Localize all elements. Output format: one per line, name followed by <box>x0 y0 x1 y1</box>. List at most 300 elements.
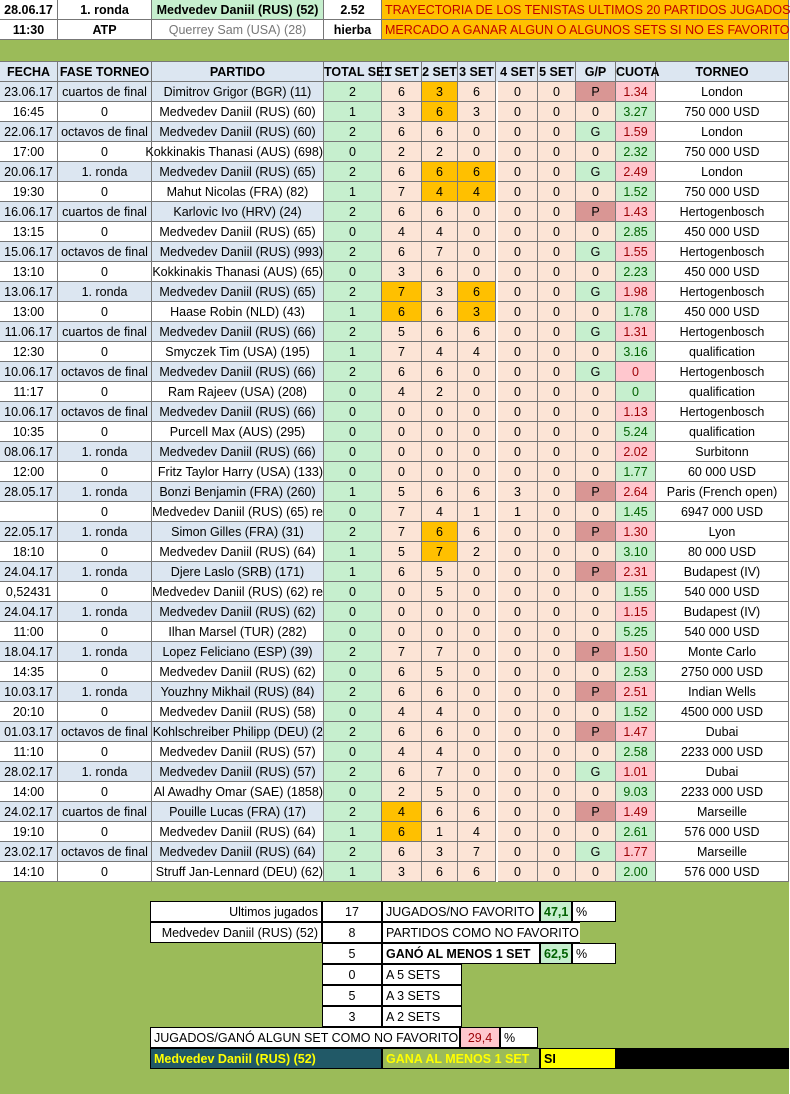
surface: hierba <box>324 20 382 40</box>
cell-total-set: 1 <box>324 482 382 502</box>
cell-fase-torneo: 0 <box>58 462 152 482</box>
cell-partido: Djere Laslo (SRB) (171) <box>152 562 324 582</box>
col-header-torneo: TORNEO <box>656 62 789 82</box>
cell-total-set: 2 <box>324 162 382 182</box>
cell-set-4: 0 <box>498 682 538 702</box>
cell-gp: 0 <box>576 782 616 802</box>
cell-set-5: 0 <box>538 842 576 862</box>
cell-partido: Medvedev Daniil (RUS) (64) <box>152 542 324 562</box>
cell-set-3: 0 <box>458 122 496 142</box>
cell-gp: P <box>576 642 616 662</box>
table-row <box>0 622 789 642</box>
table-row <box>0 762 789 782</box>
cell-fecha: 13.06.17 <box>0 282 58 302</box>
cell-fase-torneo: 0 <box>58 742 152 762</box>
cell-set-1: 6 <box>382 842 422 862</box>
cell-torneo: qualification <box>656 382 789 402</box>
cell-set-4: 0 <box>498 382 538 402</box>
cell-set-4: 0 <box>498 222 538 242</box>
table-row <box>0 382 789 402</box>
cell-cuota: 1.59 <box>616 122 656 142</box>
cell-set-2: 6 <box>422 522 458 542</box>
cell-set-1: 0 <box>382 602 422 622</box>
cell-fecha: 10.03.17 <box>0 682 58 702</box>
final-player: Medvedev Daniil (RUS) (52) <box>150 1048 382 1069</box>
cell-total-set: 0 <box>324 382 382 402</box>
gano-label: GANÓ AL MENOS 1 SET <box>382 943 540 964</box>
cell-torneo: London <box>656 122 789 142</box>
cell-cuota: 2.53 <box>616 662 656 682</box>
table-row <box>0 522 789 542</box>
cell-fase-torneo: 0 <box>58 702 152 722</box>
cell-gp: P <box>576 682 616 702</box>
pcf-value: 8 <box>322 922 382 943</box>
cell-cuota: 1.52 <box>616 182 656 202</box>
cell-set-1: 6 <box>382 202 422 222</box>
cell-partido: Kokkinakis Thanasi (AUS) (65) <box>152 262 324 282</box>
cell-fase-torneo: 1. ronda <box>58 162 152 182</box>
cell-fecha: 16.06.17 <box>0 202 58 222</box>
cell-set-2: 6 <box>422 682 458 702</box>
cell-gp: P <box>576 722 616 742</box>
cell-torneo: Indian Wells <box>656 682 789 702</box>
player-1-odds: 2.52 <box>324 0 382 20</box>
cell-set-3: 6 <box>458 322 496 342</box>
cell-cuota: 2.58 <box>616 742 656 762</box>
cell-fecha: 08.06.17 <box>0 442 58 462</box>
cell-fase-torneo: 0 <box>58 662 152 682</box>
cell-set-5: 0 <box>538 482 576 502</box>
cell-fase-torneo: 0 <box>58 622 152 642</box>
player-2: Querrey Sam (USA) (28) <box>152 20 324 40</box>
cell-fecha: 24.04.17 <box>0 562 58 582</box>
cell-set-3: 0 <box>458 742 496 762</box>
cell-gp: G <box>576 242 616 262</box>
table-row <box>0 182 789 202</box>
table-row <box>0 462 789 482</box>
cell-total-set: 1 <box>324 822 382 842</box>
cell-set-3: 4 <box>458 342 496 362</box>
cell-gp: P <box>576 522 616 542</box>
cell-set-3: 4 <box>458 822 496 842</box>
col-header-cuota: CUOTA <box>616 62 656 82</box>
cell-set-2: 7 <box>422 242 458 262</box>
cell-torneo: qualification <box>656 422 789 442</box>
cell-set-5: 0 <box>538 722 576 742</box>
cell-total-set: 0 <box>324 782 382 802</box>
cell-total-set: 2 <box>324 322 382 342</box>
cell-total-set: 0 <box>324 462 382 482</box>
cell-cuota: 0 <box>616 362 656 382</box>
cell-partido: Medvedev Daniil (RUS) (62) re <box>152 582 324 602</box>
table-row <box>0 542 789 562</box>
cell-total-set: 2 <box>324 682 382 702</box>
cell-set-4: 0 <box>498 742 538 762</box>
cell-set-2: 2 <box>422 382 458 402</box>
cell-gp: 0 <box>576 822 616 842</box>
cell-total-set: 1 <box>324 562 382 582</box>
cell-set-2: 5 <box>422 782 458 802</box>
cell-set-5: 0 <box>538 762 576 782</box>
cell-total-set: 0 <box>324 622 382 642</box>
cell-set-3: 3 <box>458 302 496 322</box>
cell-partido: Medvedev Daniil (RUS) (65) re <box>152 502 324 522</box>
jugados-no-favorito-label: JUGADOS/NO FAVORITO <box>382 901 540 922</box>
cell-set-4: 0 <box>498 362 538 382</box>
cell-total-set: 0 <box>324 742 382 762</box>
cell-torneo: Marseille <box>656 842 789 862</box>
cell-torneo: 576 000 USD <box>656 822 789 842</box>
cell-partido: Medvedev Daniil (RUS) (65) <box>152 282 324 302</box>
cell-set-2: 0 <box>422 402 458 422</box>
cell-total-set: 0 <box>324 402 382 422</box>
cell-set-5: 0 <box>538 642 576 662</box>
a5-value: 0 <box>322 964 382 985</box>
table-row <box>0 362 789 382</box>
cell-gp: G <box>576 122 616 142</box>
cell-gp: 0 <box>576 542 616 562</box>
cell-set-1: 6 <box>382 82 422 102</box>
cell-set-1: 7 <box>382 522 422 542</box>
cell-fase-torneo: 1. ronda <box>58 442 152 462</box>
cell-set-1: 6 <box>382 242 422 262</box>
cell-set-4: 0 <box>498 722 538 742</box>
cell-gp: 0 <box>576 582 616 602</box>
cell-set-4: 0 <box>498 822 538 842</box>
cell-fecha: 23.02.17 <box>0 842 58 862</box>
match-time: 11:30 <box>0 20 58 40</box>
cell-set-4: 0 <box>498 522 538 542</box>
cell-partido: Medvedev Daniil (RUS) (66) <box>152 442 324 462</box>
cell-set-1: 0 <box>382 622 422 642</box>
table-row <box>0 262 789 282</box>
cell-total-set: 2 <box>324 122 382 142</box>
cell-fecha: 14:10 <box>0 862 58 882</box>
table-row <box>0 302 789 322</box>
cell-set-3: 0 <box>458 762 496 782</box>
cell-set-4: 0 <box>498 662 538 682</box>
table-row <box>0 742 789 762</box>
ultimos-label: Ultimos jugados <box>150 901 322 922</box>
cell-cuota: 1.49 <box>616 802 656 822</box>
cell-set-2: 4 <box>422 702 458 722</box>
jugados-no-favorito-value: 47,1 <box>540 901 572 922</box>
cell-partido: Fritz Taylor Harry (USA) (133) <box>152 462 324 482</box>
jgs-label: JUGADOS/GANÓ ALGUN SET COMO NO FAVORITO <box>150 1027 460 1048</box>
cell-set-3: 0 <box>458 242 496 262</box>
cell-partido: Purcell Max (AUS) (295) <box>152 422 324 442</box>
cell-cuota: 2.02 <box>616 442 656 462</box>
cell-partido: Youzhny Mikhail (RUS) (84) <box>152 682 324 702</box>
pcf-label: PARTIDOS COMO NO FAVORITO <box>382 922 580 943</box>
cell-cuota: 5.25 <box>616 622 656 642</box>
cell-cuota: 1.31 <box>616 322 656 342</box>
cell-gp: 0 <box>576 302 616 322</box>
cell-partido: Haase Robin (NLD) (43) <box>152 302 324 322</box>
cell-set-3: 0 <box>458 582 496 602</box>
cell-partido: Medvedev Daniil (RUS) (60) <box>152 122 324 142</box>
cell-set-5: 0 <box>538 82 576 102</box>
cell-torneo: 2233 000 USD <box>656 742 789 762</box>
col-header-set-4: 4 SET <box>498 62 538 82</box>
cell-fase-torneo: 0 <box>58 182 152 202</box>
table-row <box>0 82 789 102</box>
cell-fase-torneo: 1. ronda <box>58 762 152 782</box>
cell-set-3: 0 <box>458 402 496 422</box>
cell-set-1: 0 <box>382 462 422 482</box>
cell-set-4: 0 <box>498 782 538 802</box>
cell-torneo: Monte Carlo <box>656 642 789 662</box>
cell-set-5: 0 <box>538 182 576 202</box>
cell-torneo: 750 000 USD <box>656 102 789 122</box>
cell-fase-torneo: octavos de final <box>58 122 152 142</box>
cell-set-2: 4 <box>422 342 458 362</box>
cell-set-5: 0 <box>538 362 576 382</box>
cell-total-set: 2 <box>324 722 382 742</box>
cell-cuota: 2.85 <box>616 222 656 242</box>
cell-fecha: 20:10 <box>0 702 58 722</box>
cell-set-2: 6 <box>422 802 458 822</box>
cell-cuota: 1.15 <box>616 602 656 622</box>
cell-fase-torneo: 0 <box>58 342 152 362</box>
cell-set-3: 0 <box>458 562 496 582</box>
cell-torneo: Budapest (IV) <box>656 562 789 582</box>
cell-set-2: 2 <box>422 142 458 162</box>
cell-partido: Medvedev Daniil (RUS) (62) <box>152 662 324 682</box>
cell-set-1: 7 <box>382 342 422 362</box>
table-row <box>0 702 789 722</box>
cell-fecha: 23.06.17 <box>0 82 58 102</box>
cell-cuota: 1.50 <box>616 642 656 662</box>
cell-torneo: qualification <box>656 342 789 362</box>
cell-set-4: 0 <box>498 542 538 562</box>
cell-cuota: 1.47 <box>616 722 656 742</box>
cell-fase-torneo: octavos de final <box>58 362 152 382</box>
cell-set-5: 0 <box>538 262 576 282</box>
cell-gp: 0 <box>576 602 616 622</box>
cell-partido: Medvedev Daniil (RUS) (65) <box>152 222 324 242</box>
cell-fase-torneo: 0 <box>58 102 152 122</box>
cell-set-2: 5 <box>422 582 458 602</box>
cell-fecha: 10.06.17 <box>0 402 58 422</box>
cell-set-3: 0 <box>458 422 496 442</box>
cell-set-4: 0 <box>498 642 538 662</box>
col-header-gp: G/P <box>576 62 616 82</box>
cell-set-3: 1 <box>458 502 496 522</box>
cell-cuota: 1.43 <box>616 202 656 222</box>
cell-total-set: 0 <box>324 142 382 162</box>
cell-set-2: 4 <box>422 502 458 522</box>
cell-fecha: 10.06.17 <box>0 362 58 382</box>
cell-fecha <box>0 502 58 522</box>
cell-fase-torneo: cuartos de final <box>58 82 152 102</box>
col-header-fase-torneo: FASE TORNEO <box>58 62 152 82</box>
cell-torneo: Surbitonn <box>656 442 789 462</box>
cell-partido: Ram Rajeev (USA) (208) <box>152 382 324 402</box>
cell-set-5: 0 <box>538 622 576 642</box>
pct-1: % <box>572 901 616 922</box>
cell-cuota: 1.55 <box>616 242 656 262</box>
table-row <box>0 342 789 362</box>
cell-torneo: 450 000 USD <box>656 262 789 282</box>
cell-set-3: 0 <box>458 602 496 622</box>
table-row <box>0 102 789 122</box>
cell-set-4: 0 <box>498 262 538 282</box>
cell-cuota: 9.03 <box>616 782 656 802</box>
cell-set-5: 0 <box>538 242 576 262</box>
cell-set-2: 0 <box>422 422 458 442</box>
cell-torneo: Dubai <box>656 722 789 742</box>
top-row-1 <box>0 0 789 20</box>
black-bar <box>616 1048 789 1069</box>
cell-set-1: 3 <box>382 262 422 282</box>
cell-fecha: 10:35 <box>0 422 58 442</box>
cell-fase-torneo: 0 <box>58 502 152 522</box>
cell-fase-torneo: octavos de final <box>58 722 152 742</box>
cell-cuota: 0 <box>616 382 656 402</box>
table-row <box>0 502 789 522</box>
table-row <box>0 842 789 862</box>
cell-torneo: 2750 000 USD <box>656 662 789 682</box>
cell-set-4: 0 <box>498 862 538 882</box>
cell-cuota: 1.52 <box>616 702 656 722</box>
cell-set-1: 5 <box>382 482 422 502</box>
cell-fase-torneo: 0 <box>58 262 152 282</box>
cell-partido: Simon Gilles (FRA) (31) <box>152 522 324 542</box>
cell-set-5: 0 <box>538 702 576 722</box>
cell-cuota: 2.23 <box>616 262 656 282</box>
cell-gp: G <box>576 762 616 782</box>
cell-partido: Medvedev Daniil (RUS) (66) <box>152 362 324 382</box>
cell-fase-torneo: 1. ronda <box>58 482 152 502</box>
cell-set-3: 6 <box>458 802 496 822</box>
cell-fecha: 19:30 <box>0 182 58 202</box>
cell-set-3: 0 <box>458 442 496 462</box>
cell-partido: Ilhan Marsel (TUR) (282) <box>152 622 324 642</box>
col-header-partido: PARTIDO <box>152 62 324 82</box>
cell-set-2: 6 <box>422 302 458 322</box>
cell-set-2: 6 <box>422 722 458 742</box>
cell-set-3: 0 <box>458 142 496 162</box>
cell-set-4: 0 <box>498 322 538 342</box>
cell-fecha: 15.06.17 <box>0 242 58 262</box>
cell-set-4: 0 <box>498 302 538 322</box>
cell-set-5: 0 <box>538 562 576 582</box>
cell-gp: 0 <box>576 102 616 122</box>
cell-set-1: 6 <box>382 762 422 782</box>
cell-set-5: 0 <box>538 582 576 602</box>
cell-fase-torneo: 1. ronda <box>58 562 152 582</box>
cell-total-set: 2 <box>324 522 382 542</box>
cell-gp: 0 <box>576 622 616 642</box>
cell-gp: G <box>576 322 616 342</box>
table-row <box>0 442 789 462</box>
cell-fecha: 28.05.17 <box>0 482 58 502</box>
cell-fecha: 14:00 <box>0 782 58 802</box>
cell-set-5: 0 <box>538 102 576 122</box>
cell-set-1: 6 <box>382 562 422 582</box>
cell-set-4: 0 <box>498 562 538 582</box>
cell-fecha: 13:00 <box>0 302 58 322</box>
cell-set-3: 6 <box>458 82 496 102</box>
cell-set-4: 0 <box>498 702 538 722</box>
cell-total-set: 2 <box>324 82 382 102</box>
cell-total-set: 2 <box>324 642 382 662</box>
cell-set-3: 6 <box>458 522 496 542</box>
col-header-set-2: 2 SET <box>422 62 458 82</box>
match-date: 28.06.17 <box>0 0 58 20</box>
cell-torneo: 576 000 USD <box>656 862 789 882</box>
cell-cuota: 1.13 <box>616 402 656 422</box>
cell-set-4: 0 <box>498 582 538 602</box>
cell-torneo: Hertogenbosch <box>656 242 789 262</box>
table-row <box>0 422 789 442</box>
cell-fase-torneo: 0 <box>58 542 152 562</box>
cell-partido: Medvedev Daniil (RUS) (60) <box>152 102 324 122</box>
cell-total-set: 2 <box>324 282 382 302</box>
cell-set-5: 0 <box>538 342 576 362</box>
cell-fase-torneo: 0 <box>58 782 152 802</box>
cell-set-1: 6 <box>382 662 422 682</box>
green-band <box>0 40 789 62</box>
cell-set-1: 5 <box>382 322 422 342</box>
cell-fecha: 18:10 <box>0 542 58 562</box>
col-header-set-3: 3 SET <box>458 62 496 82</box>
cell-partido: Karlovic Ivo (HRV) (24) <box>152 202 324 222</box>
cell-set-5: 0 <box>538 382 576 402</box>
cell-cuota: 2.61 <box>616 822 656 842</box>
cell-gp: P <box>576 82 616 102</box>
cell-cuota: 3.27 <box>616 102 656 122</box>
cell-set-1: 4 <box>382 222 422 242</box>
cell-torneo: 2233 000 USD <box>656 782 789 802</box>
cell-fase-torneo: 0 <box>58 822 152 842</box>
cell-fecha: 11:17 <box>0 382 58 402</box>
cell-partido: Bonzi Benjamin (FRA) (260) <box>152 482 324 502</box>
cell-fecha: 28.02.17 <box>0 762 58 782</box>
table-row <box>0 642 789 662</box>
col-header-fecha: FECHA <box>0 62 58 82</box>
table-row <box>0 202 789 222</box>
cell-set-3: 0 <box>458 642 496 662</box>
cell-set-3: 0 <box>458 722 496 742</box>
cell-set-2: 4 <box>422 742 458 762</box>
a2-value: 3 <box>322 1006 382 1027</box>
cell-torneo: 750 000 USD <box>656 182 789 202</box>
cell-set-1: 0 <box>382 402 422 422</box>
cell-partido: Lopez Feliciano (ESP) (39) <box>152 642 324 662</box>
cell-gp: G <box>576 282 616 302</box>
cell-cuota: 1.77 <box>616 462 656 482</box>
player-1: Medvedev Daniil (RUS) (52) <box>152 0 324 20</box>
cell-total-set: 0 <box>324 602 382 622</box>
ultimos-value: 17 <box>322 901 382 922</box>
cell-set-1: 2 <box>382 782 422 802</box>
cell-partido: Pouille Lucas (FRA) (17) <box>152 802 324 822</box>
cell-set-5: 0 <box>538 142 576 162</box>
cell-torneo: London <box>656 162 789 182</box>
cell-total-set: 0 <box>324 662 382 682</box>
cell-set-1: 5 <box>382 542 422 562</box>
cell-partido: Medvedev Daniil (RUS) (64) <box>152 842 324 862</box>
cell-set-2: 6 <box>422 362 458 382</box>
cell-partido: Medvedev Daniil (RUS) (57) <box>152 742 324 762</box>
cell-fecha: 22.05.17 <box>0 522 58 542</box>
cell-partido: Al Awadhy Omar (SAE) (1858) <box>152 782 324 802</box>
title-line-2: MERCADO A GANAR ALGUN O ALGUNOS SETS SI NO ES FAVORITO <box>382 20 789 40</box>
table-row <box>0 282 789 302</box>
cell-set-1: 7 <box>382 502 422 522</box>
